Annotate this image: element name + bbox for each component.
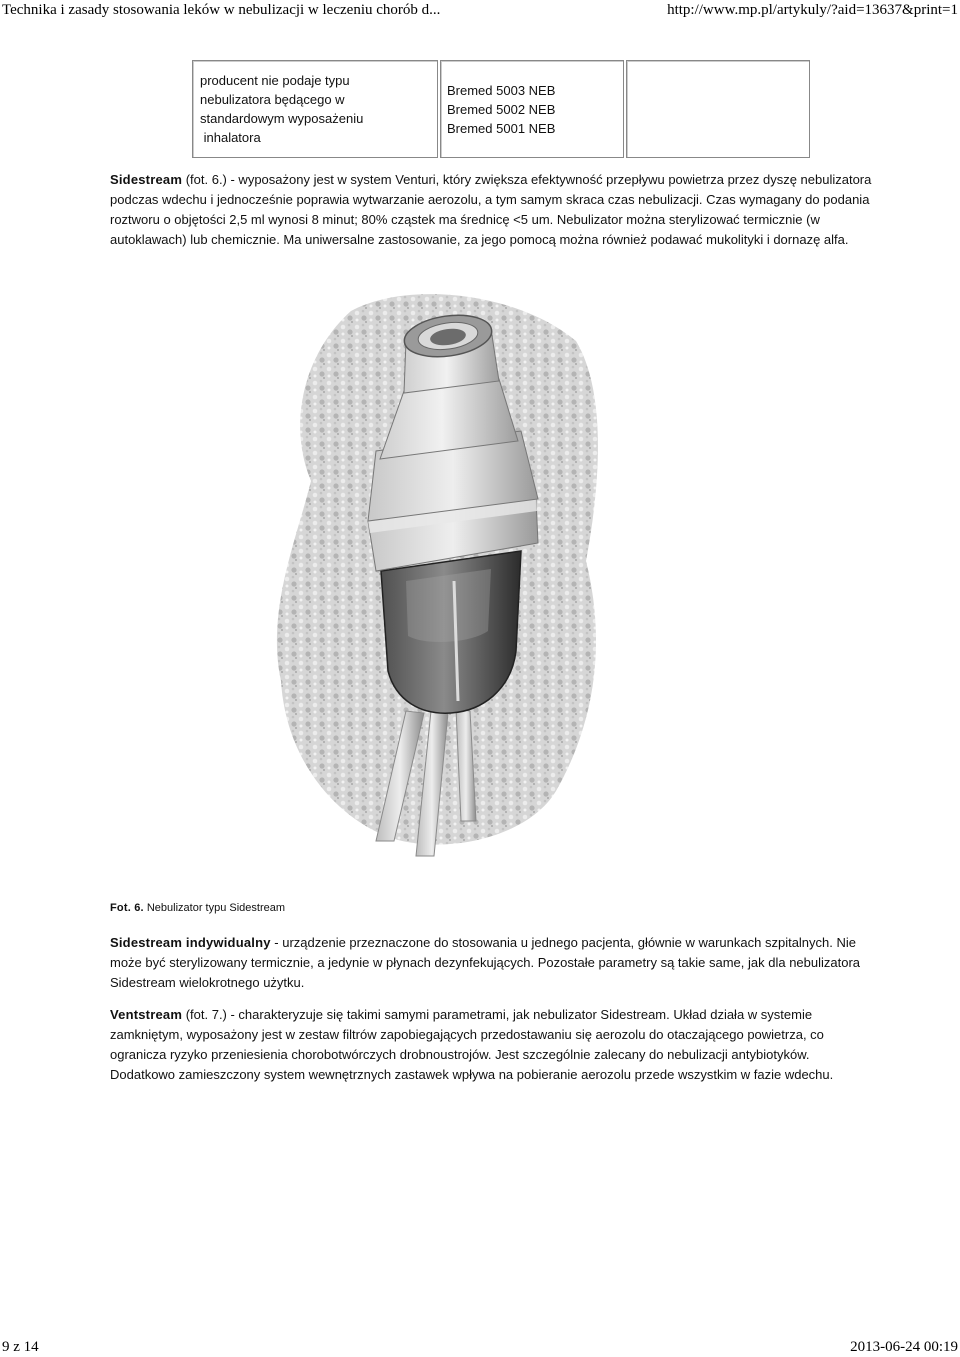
cell-line: Bremed 5001 NEB [447, 121, 556, 136]
cell-producer-text [200, 71, 363, 147]
sidestream-individual-description: - urządzenie przeznaczone do stosowania u jednego pacjenta, głównie w warunkach szpitalnych. Nie może być sterylizowany termicznie, a jedynie w płynach dezynfekujących. Pozostałe parametry są takie same, jak dla nebulizatora Sidestream wielokrotnego użytku. [110, 935, 861, 990]
print-footer [0, 1339, 960, 1357]
caption-text: Nebulizator typu Sidestream [143, 902, 286, 914]
table-cell-models [440, 60, 624, 158]
nebulizer-photo [256, 281, 616, 861]
print-timestamp: 2013-06-24 00:19 [850, 1339, 958, 1355]
cell-line: Bremed 5002 NEB [447, 102, 556, 117]
page-indicator: 9 z 14 [2, 1339, 39, 1355]
caption-label: Fot. 6. [110, 902, 144, 914]
paragraph-ventstream [110, 1005, 878, 1085]
term-sidestream-individual: Sidestream indywidualny [110, 935, 271, 950]
term-ventstream: Ventstream [110, 1007, 183, 1022]
page-title: Technika i zasady stosowania leków w nebulizacji w leczeniu chorób d... [2, 2, 441, 18]
table-cell-producer [192, 60, 438, 158]
cell-line: producent nie podaje typu [200, 73, 350, 88]
cell-models-text [447, 81, 555, 138]
cell-line: inhalatora [200, 130, 261, 145]
cell-line: Bremed 5003 NEB [447, 83, 556, 98]
paragraph-sidestream [110, 170, 878, 250]
paragraph-sidestream-individual [110, 933, 878, 993]
figure-caption [110, 900, 285, 916]
sidestream-description: (fot. 6.) - wyposażony jest w system Venturi, który zwiększa efektywność przepływu powietrza przez dyszę nebulizatora podczas wdechu i jednocześnie poprawia wytwarzanie aerozolu, a tym samym skraca czas nebulizacji. Czas wymagany do podania roztworu o objętości 2,5 ml wynosi 8 minut; 80% cząstek ma średnicę <5 um. Nebulizator można sterylizować termicznie (w autoklawach) lub chemicznie. Ma uniwersalne zastosowanie, za jego pomocą można również podawać mukolityki i dornazę alfa. [110, 172, 872, 247]
cell-line: nebulizatora będącego w [200, 92, 345, 107]
table-cell-empty [626, 60, 810, 158]
page-url[interactable]: http://www.mp.pl/artykuly/?aid=13637&print=1 [667, 2, 958, 18]
print-header [0, 2, 960, 22]
term-sidestream: Sidestream [110, 172, 183, 187]
spec-table [192, 57, 812, 157]
cell-line: standardowym wyposażeniu [200, 111, 364, 126]
ventstream-description: (fot. 7.) - charakteryzuje się takimi samymi parametrami, jak nebulizator Sidestream. Układ działa w systemie zamkniętym, wyposażony jest w zestaw filtrów zapobiegających przedostawaniu się aerozolu do otaczającego powietrza, co ogranicza ryzyko przeniesienia chorobotwórczych drobnoustrojów. Jest szczególnie zalecany do nebulizacji antybiotyków. Dodatkowo zamieszczony system wewnętrznych zastawek wpływa na pobieranie aerozolu przede wszystkim w fazie wdechu. [110, 1007, 834, 1082]
